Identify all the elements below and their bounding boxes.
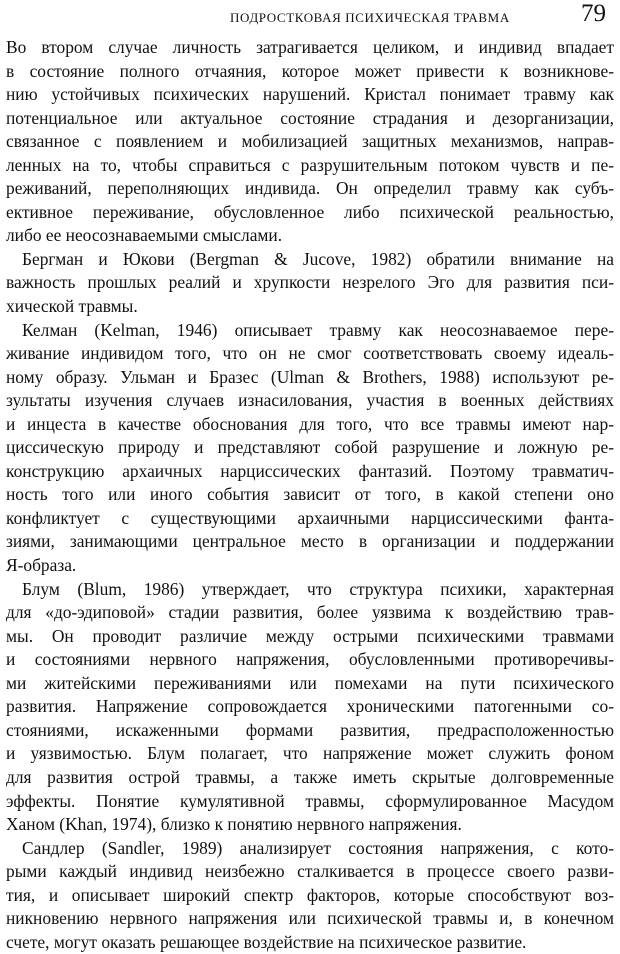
- text-line: Во втором случае личность затрагивается целиком, и индивид впадает: [6, 37, 614, 57]
- text-line: зультаты изучения случаев изнасилования, участия в военных действиях: [6, 390, 614, 411]
- text-line: хической травмы.: [6, 296, 138, 317]
- text-line: реживаний, переполняющих индивида. Он определил травму как субъ-: [6, 178, 614, 199]
- page-number: 79: [581, 0, 606, 27]
- text-line: стояниями, искаженными формами развития, предрасположенностью: [6, 719, 614, 740]
- text-line: и уязвимостью. Блум полагает, что напряжение может служить фоном: [6, 743, 614, 764]
- text-line: никновению нервного напряжения или психической травмы и, в конечном: [6, 908, 614, 929]
- text-line: рыми каждый индивид неизбежно сталкивается в процессе своего разви-: [6, 861, 614, 882]
- text-line: потенциальное или актуальное состояние страдания и дезорганизации,: [6, 107, 614, 128]
- text-line: Блум (Blum, 1986) утверждает, что структура психики, характерная: [22, 578, 614, 599]
- text-line: ленных на то, чтобы справиться с разрушительным потоком чувств и пе-: [6, 154, 614, 175]
- text-line: ми житейскими переживаниями или помехами на пути психического: [6, 672, 614, 693]
- body-text: [6, 36, 614, 954]
- text-line: и инцеста в качестве обоснования для того, что все травмы имеют нар-: [6, 413, 614, 434]
- text-line: зиями, занимающими центральное место в организации и поддержании: [6, 531, 614, 552]
- text-line: Ханом (Khan, 1974), близко к понятию нервного напряжения.: [6, 814, 462, 835]
- text-line: ность того или иного события зависит от того, в какой степени оно: [6, 484, 614, 505]
- text-line: конфликтует с существующими архаичными нарциссическими фанта-: [6, 507, 614, 528]
- text-line: нию устойчивых психических нарушений. Кристал понимает травму как: [6, 84, 614, 105]
- paragraph: [6, 837, 614, 954]
- text-line: эффекты. Понятие кумулятивной травмы, сформулированное Масудом: [6, 790, 614, 811]
- text-line: для «до-эдиповой» стадии развития, более уязвима к воздействию трав-: [6, 602, 614, 623]
- running-title: ПОДРОСТКОВАЯ ПСИХИЧЕСКАЯ ТРАВМА: [230, 10, 510, 25]
- text-line: в состояние полного отчаяния, которое может привести к возникнове-: [6, 60, 614, 81]
- text-line: для развития острой травмы, а также иметь скрытые долговременные: [6, 766, 614, 787]
- text-line: конструкцию архаичных нарциссических фантазий. Поэтому травматич-: [6, 460, 614, 481]
- text-line: циссическую природу и представляют собой разрушение и ложную ре-: [6, 437, 614, 458]
- text-line: Бергман и Юкови (Bergman & Jucove, 1982) обратили внимание на: [22, 248, 614, 269]
- text-line: связанное с появлением и мобилизацией защитных механизмов, направ-: [6, 131, 614, 152]
- paragraph: [6, 319, 614, 578]
- paragraph: [6, 248, 614, 319]
- text-line: мы. Он проводит различие между острыми психическими травмами: [6, 625, 614, 646]
- text-line: ективное переживание, обусловленное либо психической реальностью,: [6, 201, 614, 222]
- text-line: развития. Напряжение сопровождается хроническими патогенными со-: [6, 696, 614, 717]
- text-line: Сандлер (Sandler, 1989) анализирует состояния напряжения, с кото-: [22, 837, 614, 858]
- text-line: живание индивидом того, что он не смог соответствовать своему идеаль-: [6, 343, 614, 364]
- text-line: Я-образа.: [6, 555, 77, 576]
- text-line: либо ее неосознаваемыми смыслами.: [6, 225, 283, 246]
- text-line: и состояниями нервного напряжения, обусловленными противоречивы-: [6, 649, 614, 670]
- text-line: тия, и описывает широкий спектр факторов, которые способствуют воз-: [6, 884, 614, 905]
- text-line: Келман (Kelman, 1946) описывает травму как неосознаваемое пере-: [22, 319, 614, 340]
- running-head: [6, 0, 614, 36]
- text-line: ному образу. Ульман и Бразес (Ulman & Brothers, 1988) используют ре-: [6, 366, 614, 387]
- paragraph: [6, 36, 614, 248]
- text-line: важность прошлых реалий и хрупкости незрелого Эго для развития пси-: [6, 272, 614, 293]
- paragraph: [6, 578, 614, 837]
- text-line: счете, могут оказать решающее воздействие на психическое развитие.: [6, 931, 527, 952]
